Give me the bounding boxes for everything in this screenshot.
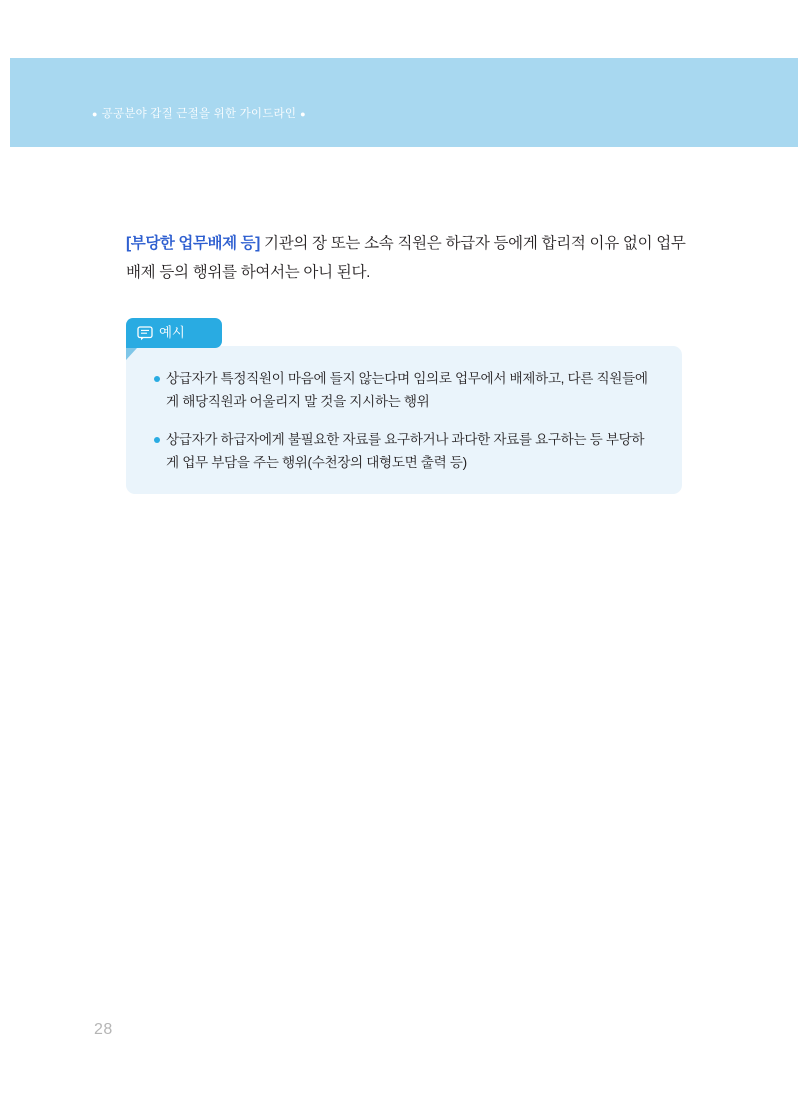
list-item-text: 상급자가 특정직원이 마음에 들지 않는다며 임의로 업무에서 배제하고, 다른 직원들에게 해당직원과 어울리지 말 것을 지시하는 행위 — [166, 371, 648, 409]
running-header — [88, 105, 310, 121]
speech-bubble-icon — [137, 326, 153, 341]
list-item-text: 상급자가 하급자에게 불필요한 자료를 요구하거나 과다한 자료를 요구하는 등 부당하게 업무 부담을 주는 행위(수천장의 대형도면 출력 등) — [166, 432, 645, 470]
list-item — [154, 368, 656, 413]
example-tab — [126, 318, 222, 348]
header-band — [10, 58, 798, 147]
clause-paragraph — [126, 229, 688, 287]
list-item — [154, 429, 656, 474]
example-body — [126, 346, 682, 494]
clause-text: 기관의 장 또는 소속 직원은 하급자 등에게 합리적 이유 없이 업무배제 등의 행위를 하여서는 아니 된다. — [126, 235, 686, 281]
example-callout — [126, 318, 682, 494]
bullet-icon — [154, 437, 160, 443]
bullet-dot-left-icon: ● — [92, 108, 98, 119]
example-tab-label: 예시 — [159, 325, 185, 341]
bullet-dot-right-icon: ● — [300, 108, 306, 119]
page-left-margin — [0, 0, 10, 1106]
bullet-icon — [154, 376, 160, 382]
example-tab-pointer — [126, 348, 137, 360]
clause-tag: [부당한 업무배제 등] — [126, 235, 260, 252]
page-number: 28 — [94, 1021, 113, 1038]
running-header-text: 공공분야 갑질 근절을 위한 가이드라인 — [101, 108, 297, 120]
